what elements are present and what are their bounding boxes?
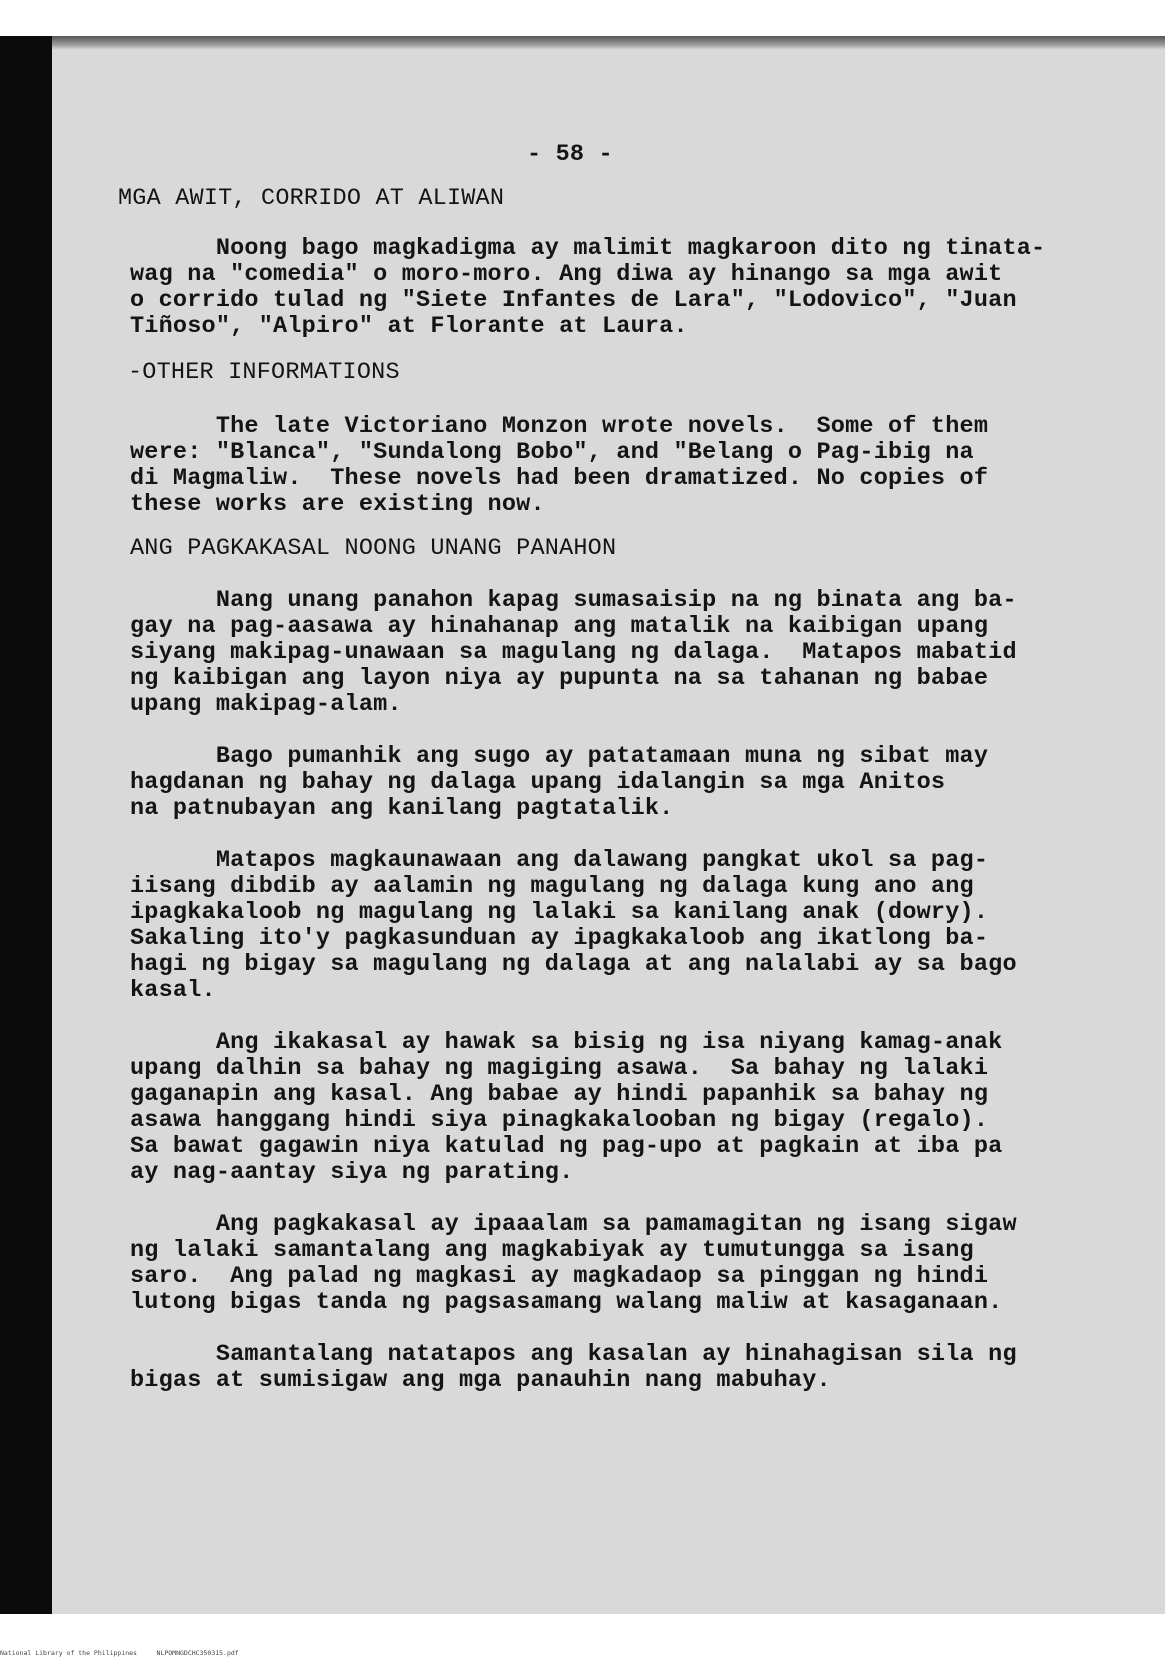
paragraph-line: Matapos magkaunawaan ang dalawang pangkat ukol sa pag- bbox=[130, 847, 989, 874]
paragraph-line: Nang unang panahon kapag sumasaisip na ng binata ang ba- bbox=[130, 587, 1017, 614]
paragraph-line: ng kaibigan ang layon niya ay pupunta na sa tahanan ng babae bbox=[130, 665, 989, 692]
archive-footer: National Library of the Philippines NLPOMNGDCHC350315.pdf bbox=[0, 1649, 239, 1657]
paragraph-line: na patnubayan ang kanilang pagtatalik. bbox=[130, 795, 674, 822]
paragraph-line: gaganapin ang kasal. Ang babae ay hindi papanhik sa bahay ng bbox=[130, 1081, 989, 1108]
paragraph-line: Tiñoso", "Alpiro" at Florante at Laura. bbox=[130, 313, 688, 340]
page-top-edge bbox=[52, 36, 1165, 50]
section-heading-pagkakasal: ANG PAGKAKASAL NOONG UNANG PANAHON bbox=[130, 535, 617, 562]
page-body bbox=[52, 50, 1165, 1614]
paragraph-line: wag na "comedia" o moro-moro. Ang diwa ay hinango sa mga awit bbox=[130, 261, 1003, 288]
paragraph-line: Sa bawat gagawin niya katulad ng pag-upo at pagkain at iba pa bbox=[130, 1133, 1003, 1160]
page-number: - 58 - bbox=[527, 141, 613, 168]
paragraph-line: kasal. bbox=[130, 977, 216, 1004]
paragraph-line: The late Victoriano Monzon wrote novels. Some of them bbox=[130, 413, 989, 440]
scanned-page bbox=[0, 36, 1165, 1614]
paragraph-line: siyang makipag-unawaan sa magulang ng dalaga. Matapos mabatid bbox=[130, 639, 1017, 666]
paragraph-line: upang dalhin sa bahay ng magiging asawa. Sa bahay ng lalaki bbox=[130, 1055, 989, 1082]
paragraph-line: saro. Ang palad ng magkasi ay magkadaop sa pinggan ng hindi bbox=[130, 1263, 989, 1290]
section-heading-awit: MGA AWIT, CORRIDO AT ALIWAN bbox=[118, 185, 505, 212]
paragraph-line: bigas at sumisigaw ang mga panauhin nang mabuhay. bbox=[130, 1367, 831, 1394]
paragraph-line: lutong bigas tanda ng pagsasamang walang maliw at kasaganaan. bbox=[130, 1289, 1003, 1316]
paragraph-line: Ang pagkakasal ay ipaaalam sa pamamagitan ng isang sigaw bbox=[130, 1211, 1017, 1238]
paragraph-line: ng lalaki samantalang ang magkabiyak ay tumutungga sa isang bbox=[130, 1237, 974, 1264]
paragraph-line: di Magmaliw. These novels had been dramatized. No copies of bbox=[130, 465, 989, 492]
paragraph-line: hagdanan ng bahay ng dalaga upang idalangin sa mga Anitos bbox=[130, 769, 946, 796]
paragraph-line: gay na pag-aasawa ay hinahanap ang matalik na kaibigan upang bbox=[130, 613, 989, 640]
paragraph-line: upang makipag-alam. bbox=[130, 691, 402, 718]
paragraph-line: ay nag-aantay siya ng parating. bbox=[130, 1159, 574, 1186]
binding-shadow bbox=[0, 36, 52, 1614]
paragraph-line: Samantalang natatapos ang kasalan ay hinahagisan sila ng bbox=[130, 1341, 1017, 1368]
paragraph-line: Ang ikakasal ay hawak sa bisig ng isa niyang kamag-anak bbox=[130, 1029, 1003, 1056]
paragraph-line: these works are existing now. bbox=[130, 491, 545, 518]
paragraph-line: asawa hanggang hindi siya pinagkakalooban ng bigay (regalo). bbox=[130, 1107, 989, 1134]
paragraph-line: Bago pumanhik ang sugo ay patatamaan muna ng sibat may bbox=[130, 743, 989, 770]
paragraph-line: were: "Blanca", "Sundalong Bobo", and "Belang o Pag-ibig na bbox=[130, 439, 974, 466]
section-heading-other-informations: -OTHER INFORMATIONS bbox=[128, 359, 400, 386]
paragraph-line: ipagkakaloob ng magulang ng lalaki sa kanilang anak (dowry). bbox=[130, 899, 989, 926]
paragraph-line: Sakaling ito'y pagkasunduan ay ipagkakaloob ang ikatlong ba- bbox=[130, 925, 989, 952]
paragraph-line: Noong bago magkadigma ay malimit magkaroon dito ng tinata- bbox=[130, 235, 1046, 262]
paragraph-line: iisang dibdib ay aalamin ng magulang ng dalaga kung ano ang bbox=[130, 873, 974, 900]
paragraph-line: o corrido tulad ng "Siete Infantes de Lara", "Lodovico", "Juan bbox=[130, 287, 1017, 314]
paragraph-line: hagi ng bigay sa magulang ng dalaga at ang nalalabi ay sa bago bbox=[130, 951, 1017, 978]
